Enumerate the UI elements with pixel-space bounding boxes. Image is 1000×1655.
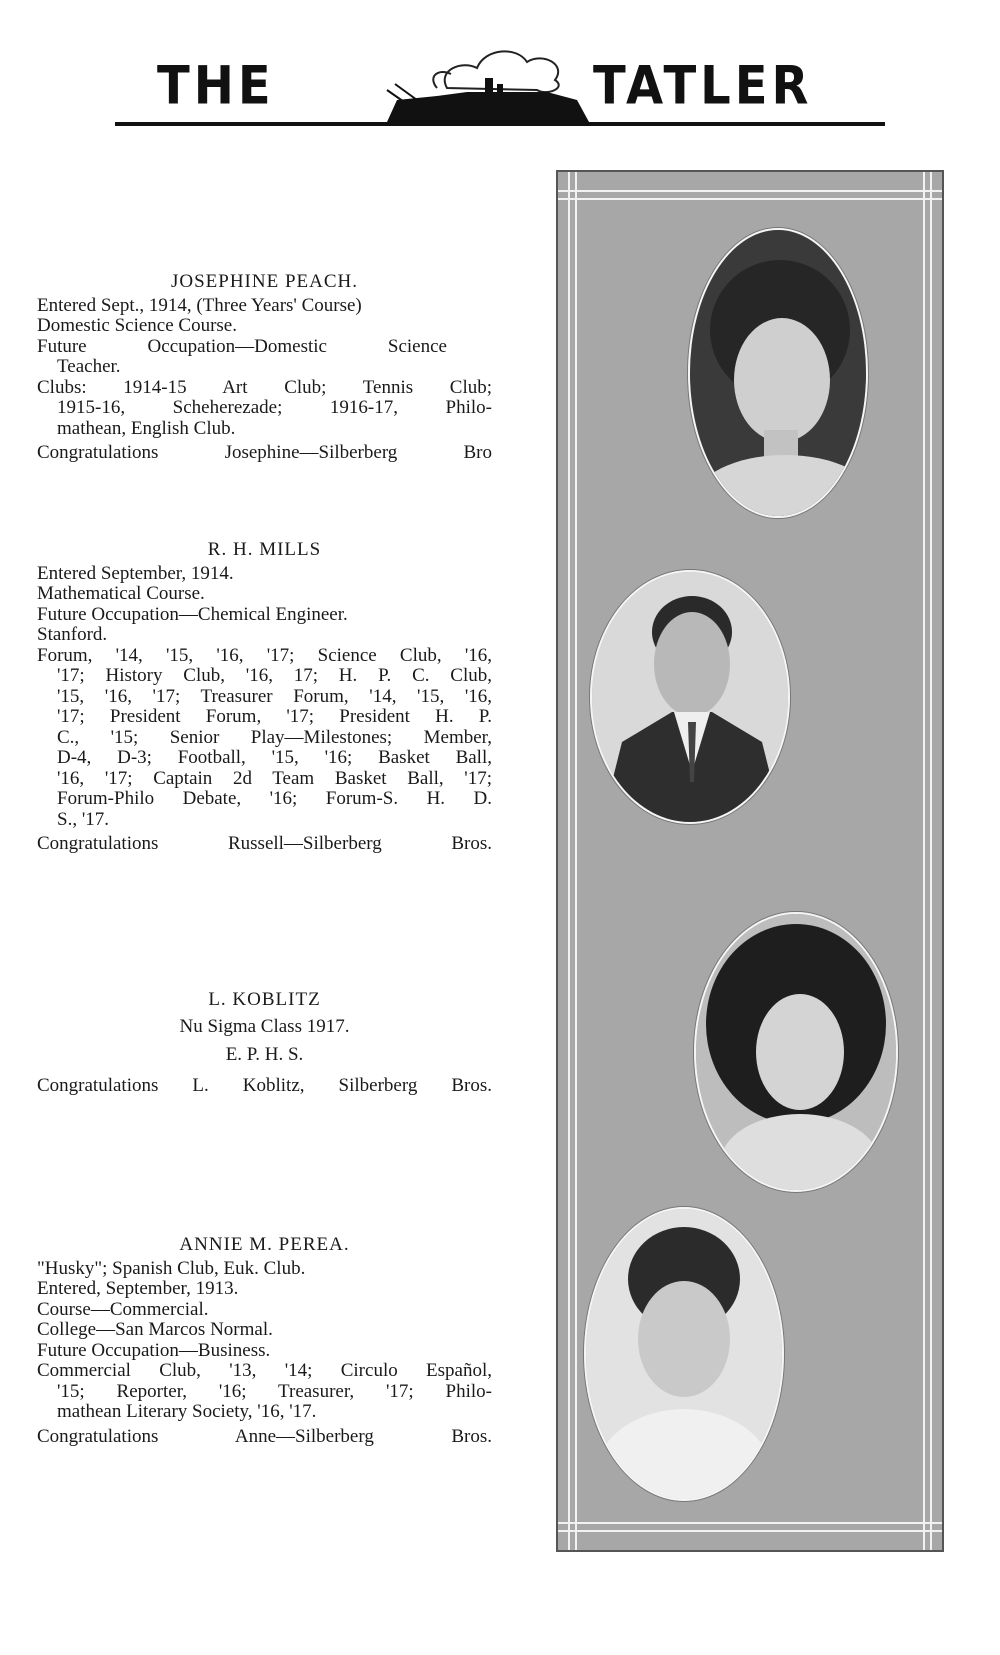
panel-rule	[558, 1522, 942, 1524]
entry-line: Entered September, 1914.	[37, 562, 234, 584]
portrait-josephine-peach	[688, 228, 868, 518]
entry-line: '17; President Forum, '17; President H. P.	[57, 706, 492, 727]
panel-rule	[930, 172, 932, 1550]
entry-line: Congratulations L. Koblitz, Silberberg Bros.	[37, 1074, 492, 1096]
panel-rule	[558, 190, 942, 192]
entry-line: Course—Commercial.	[37, 1298, 209, 1320]
entry-line: Entered Sept., 1914, (Three Years' Course)	[37, 294, 362, 316]
entry-r-h-mills	[37, 540, 492, 855]
entry-line: 1915-16, Scheherezade; 1916-17, Philo-	[57, 397, 492, 418]
entry-line: Congratulations Russell—Silberberg Bros.	[37, 833, 492, 854]
entry-line: mathean, English Club.	[57, 417, 236, 439]
entry-line: Future Occupation—Chemical Engineer.	[37, 603, 348, 625]
portrait-l-koblitz	[694, 912, 898, 1192]
masthead-title-left: THE	[157, 55, 275, 117]
entry-name: L. KOBLITZ	[208, 989, 321, 1010]
entry-line: S., '17.	[57, 808, 109, 830]
entry-line: Teacher.	[57, 356, 121, 377]
masthead	[115, 30, 885, 140]
entry-line: Forum-Philo Debate, '16; Forum-S. H. D.	[57, 788, 492, 809]
photo-panel	[556, 170, 944, 1552]
entry-line: Future Occupation—Domestic Science	[37, 335, 447, 357]
entry-annie-m-perea	[37, 1235, 492, 1447]
entry-line: College—San Marcos Normal.	[37, 1319, 273, 1340]
entry-line: '17; History Club, '16, 17; H. P. C. Club,	[57, 665, 492, 686]
entry-line: Future Occupation—Business.	[37, 1339, 271, 1361]
entry-line: Mathematical Course.	[37, 583, 205, 604]
portrait-r-h-mills	[590, 570, 790, 824]
entry-josephine-peach	[37, 272, 492, 464]
entry-line: Commercial Club, '13, '14; Circulo Español,	[37, 1360, 492, 1381]
entry-line: D-4, D-3; Football, '15, '16; Basket Ball,	[57, 747, 492, 768]
entry-line: "Husky"; Spanish Club, Euk. Club.	[37, 1257, 306, 1279]
entry-line: Stanford.	[37, 624, 108, 645]
portrait-annie-m-perea	[584, 1207, 784, 1501]
entry-line: Nu Sigma Class 1917.	[179, 1015, 350, 1037]
masthead-rule	[115, 122, 885, 126]
entry-line: '15, '16, '17; Treasurer Forum, '14, '15, '16,	[57, 685, 492, 707]
entry-line: '15; Reporter, '16; Treasurer, '17; Philo-	[57, 1380, 492, 1402]
entry-line: Congratulations Anne—Silberberg Bros.	[37, 1425, 492, 1447]
entry-line: Clubs: 1914-15 Art Club; Tennis Club;	[37, 376, 492, 398]
panel-rule	[923, 172, 925, 1550]
entry-line: Domestic Science Course.	[37, 315, 237, 336]
entry-name: R. H. MILLS	[207, 539, 322, 560]
entry-line: C., '15; Senior Play—Milestones; Member,	[57, 726, 492, 748]
entry-line: mathean Literary Society, '16, '17.	[57, 1401, 317, 1422]
panel-rule	[575, 172, 577, 1550]
battleship-illustration	[377, 30, 597, 128]
panel-rule	[558, 198, 942, 200]
entry-l-koblitz	[37, 990, 492, 1096]
entry-line: Congratulations Josephine—Silberberg Bro	[37, 442, 492, 463]
panel-rule	[558, 1530, 942, 1532]
entry-name: JOSEPHINE PEACH.	[170, 271, 359, 292]
entry-line: Entered, September, 1913.	[37, 1278, 239, 1299]
entry-line: E. P. H. S.	[225, 1044, 304, 1065]
panel-rule	[568, 172, 570, 1550]
masthead-title-right: TATLER	[593, 55, 813, 117]
entry-name: ANNIE M. PEREA.	[179, 1234, 350, 1255]
entry-line: '16, '17; Captain 2d Team Basket Ball, '17;	[57, 767, 492, 789]
entry-line: Forum, '14, '15, '16, '17; Science Club, '16,	[37, 644, 492, 666]
